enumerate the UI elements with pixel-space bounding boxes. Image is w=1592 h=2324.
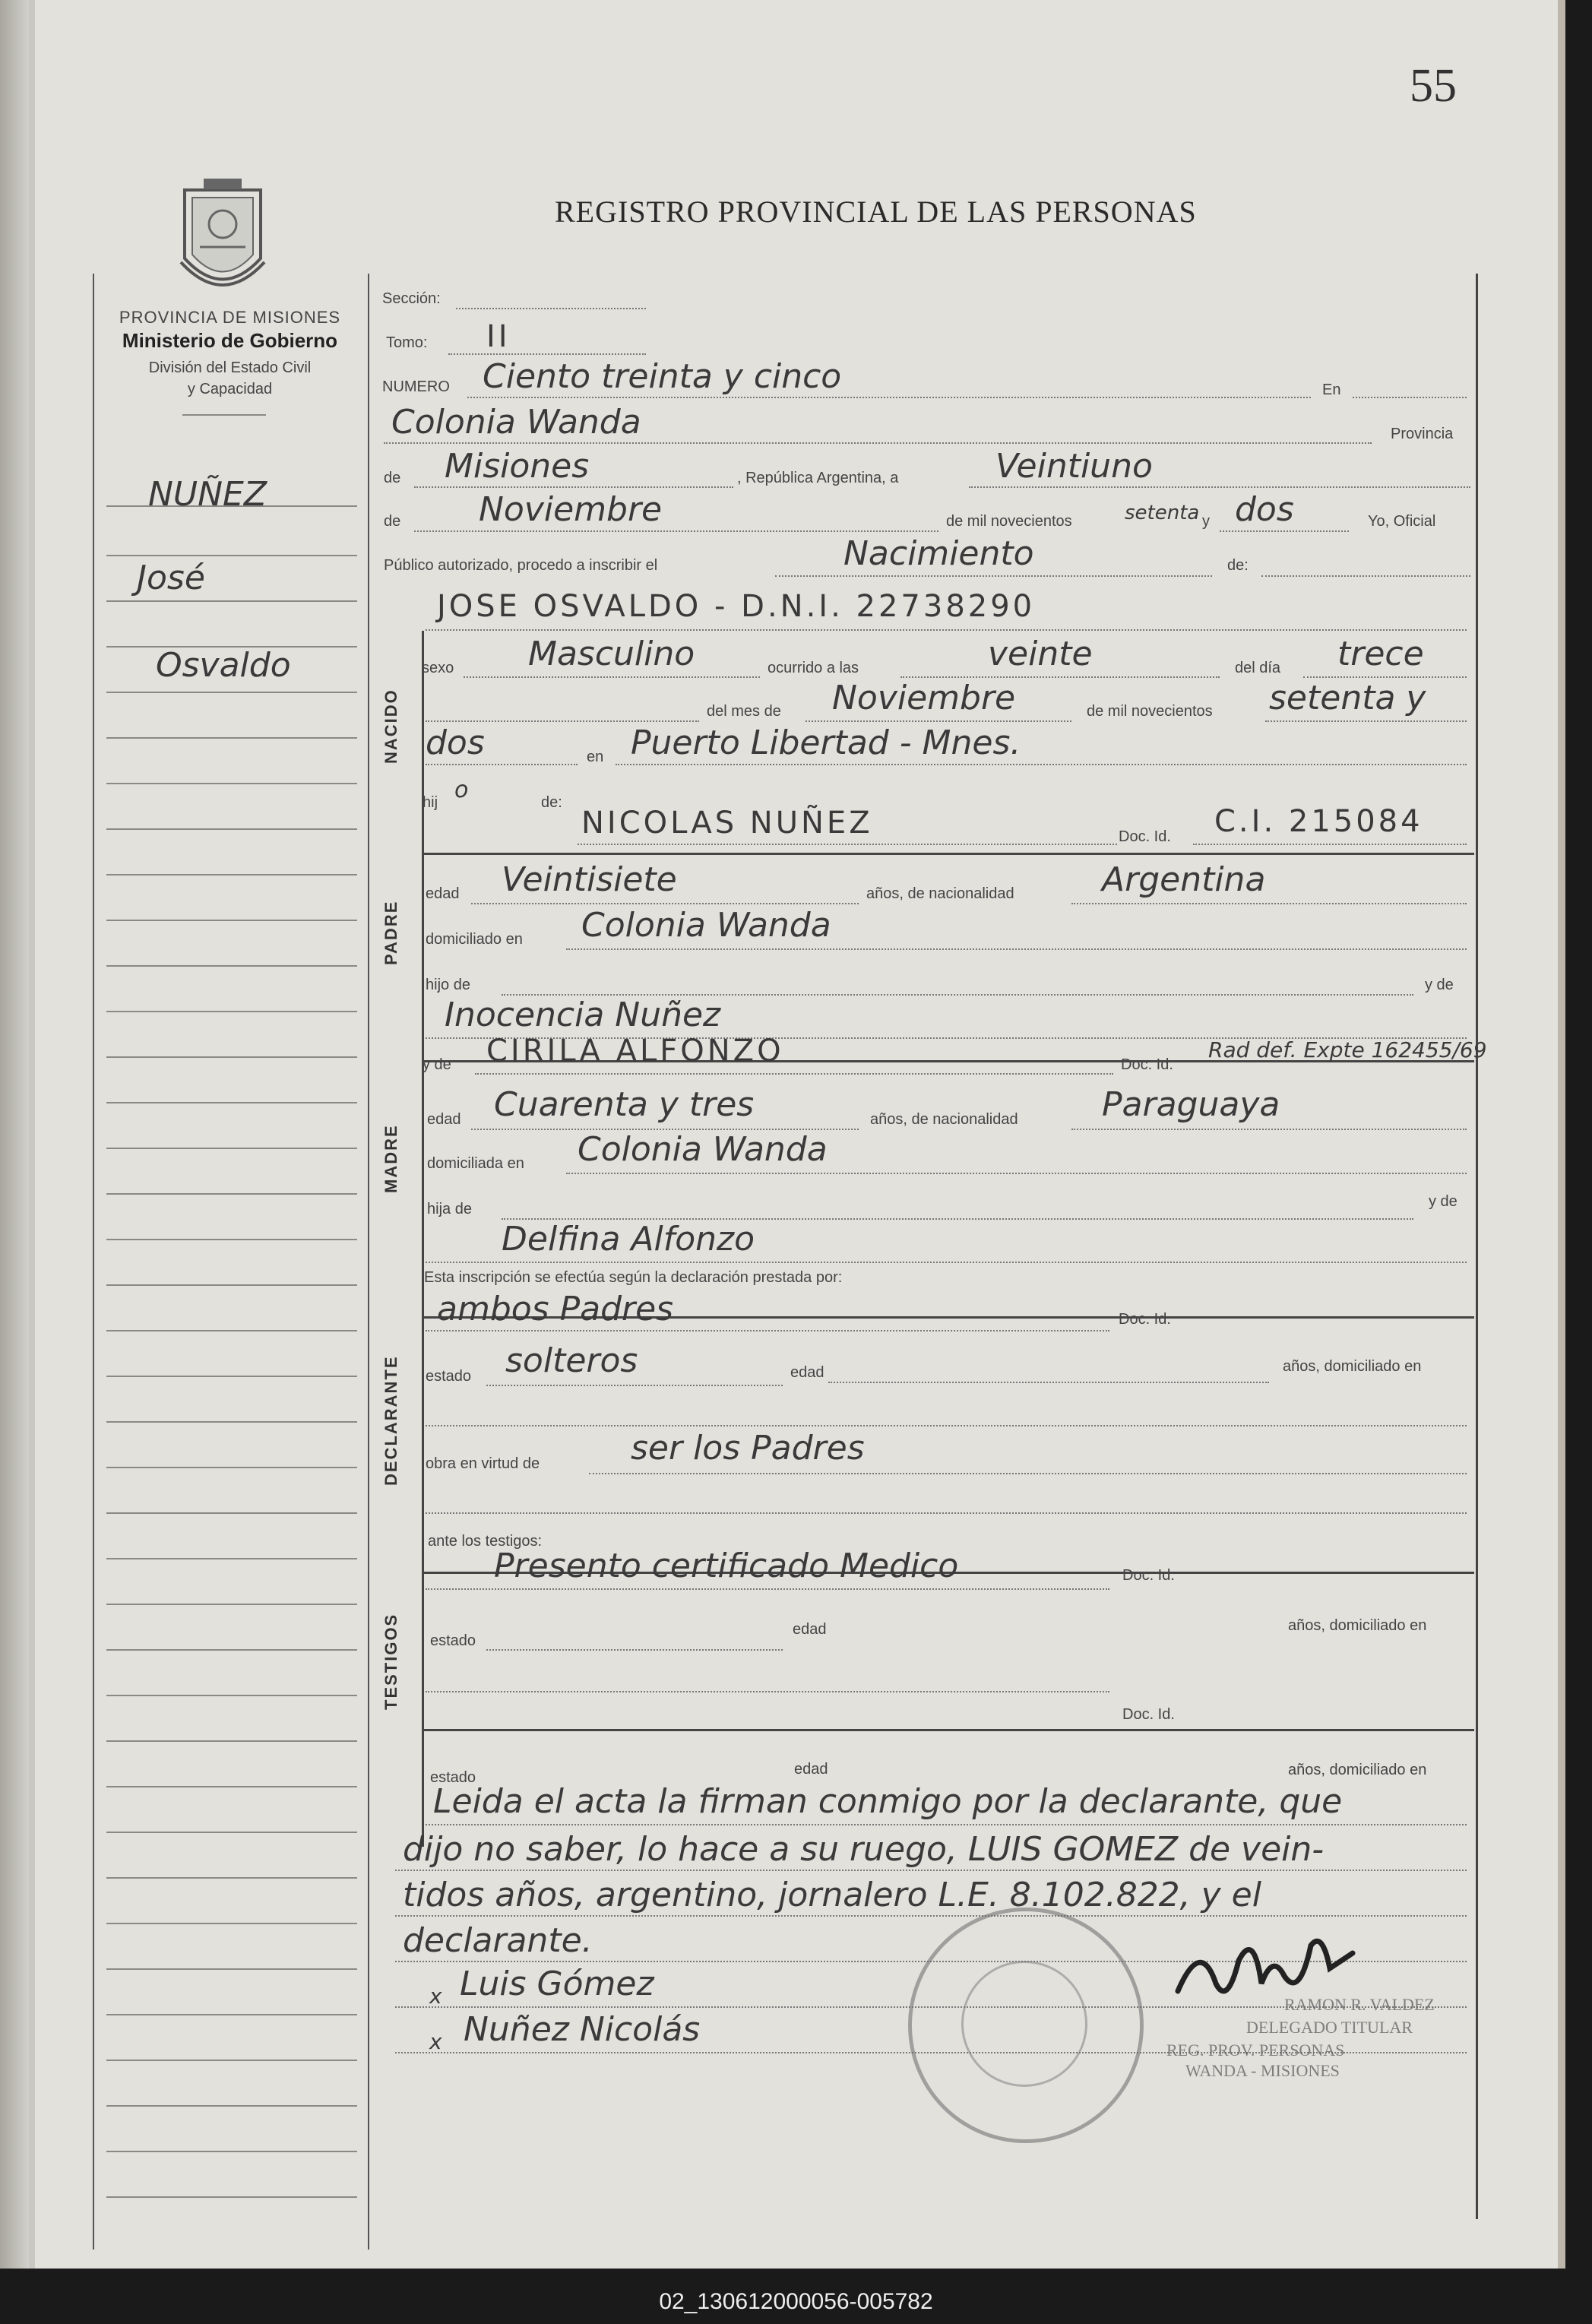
acto-field [775, 575, 1212, 577]
book-spine [29, 0, 35, 2269]
obra-field [589, 1473, 1467, 1474]
hij-label: hij [423, 794, 438, 811]
margin-surname: NUÑEZ [148, 475, 267, 514]
observacion-linea-4: declarante. [403, 1921, 593, 1960]
ministry-label: Ministerio de Gobierno [122, 329, 338, 352]
estado-label: estado [430, 1632, 476, 1649]
anos-domiciliado-label: años, domiciliado en [1288, 1617, 1427, 1634]
testigos-field [426, 1588, 1109, 1590]
de-mil-label: de mil novecientos [1087, 703, 1213, 720]
padre-dom-field [566, 948, 1467, 950]
doc-id-label: Doc. Id. [1122, 1567, 1175, 1584]
mes-field [414, 530, 938, 532]
dia-field [969, 486, 1470, 488]
father-signature: Nuñez Nicolás [464, 2010, 701, 2049]
section-divider [422, 853, 1474, 855]
seccion-label: Sección: [382, 290, 441, 307]
domicilio-field [426, 1691, 1109, 1692]
republica-label: , República Argentina, a [737, 470, 899, 486]
edad-label: edad [793, 1621, 827, 1638]
doc-id-label: Doc. Id. [1122, 1706, 1175, 1723]
hij-value: o [454, 777, 469, 803]
numero-label: NUMERO [382, 378, 450, 395]
edad-label: edad [790, 1364, 824, 1381]
obra-label: obra en virtud de [426, 1455, 540, 1472]
hijo-de-label: hijo de [426, 977, 470, 993]
observacion-linea-3: tidos años, argentino, jornalero L.E. 8.102.822, y el [403, 1876, 1261, 1914]
provincia-value: Misiones [445, 447, 590, 486]
nombre-value: JOSE OSVALDO - D.N.I. 22738290 [437, 589, 1036, 624]
anio-nac-value: setenta y [1269, 679, 1426, 717]
de-label: de [384, 470, 401, 486]
en-label: En [1322, 382, 1341, 398]
del-mes-label: del mes de [707, 703, 781, 720]
observacion-linea-1: Leida el acta la firman conmigo por la declarante, que [433, 1782, 1343, 1821]
lugar-field [384, 442, 1372, 444]
anos-domiciliado-label: años, domiciliado en [1288, 1762, 1427, 1778]
domiciliado-label: domiciliado en [426, 931, 523, 948]
witness-signature: Luis Gómez [460, 1965, 654, 2003]
sexo-label: sexo [422, 660, 454, 676]
edad-label: edad [794, 1761, 828, 1778]
del-dia-label: del día [1235, 660, 1281, 676]
section-label-declarante: DECLARANTE [381, 1355, 400, 1486]
stamp-line-1: RAMON R. VALDEZ [1284, 1995, 1435, 2014]
anos-domiciliado-label: años, domiciliado en [1283, 1358, 1422, 1375]
section-label-madre: MADRE [381, 1124, 400, 1193]
edad-label: edad [427, 1111, 461, 1128]
observacion-field [426, 1824, 1467, 1825]
de-colon-label: de: [1227, 557, 1249, 574]
madre-nac-field [1071, 1129, 1467, 1130]
y-de-label: y de [1425, 977, 1454, 993]
page-title: REGISTRO PROVINCIAL DE LAS PERSONAS [555, 195, 1197, 229]
y-label: y [1202, 513, 1210, 530]
doc-id-label: Doc. Id. [1119, 1311, 1171, 1328]
nacionalidad-label: años, de nacionalidad [870, 1111, 1018, 1128]
official-stamp-center [961, 1961, 1087, 2087]
dia-nac-value: trece [1337, 635, 1424, 673]
padre-nombre: NICOLAS NUÑEZ [581, 806, 873, 841]
abuela-materna: Delfina Alfonzo [502, 1220, 755, 1259]
doc-id-label: Doc. Id. [1121, 1056, 1173, 1073]
en-field [1353, 397, 1467, 398]
madre-domicilio: Colonia Wanda [578, 1130, 828, 1169]
domiciliada-label: domiciliada en [427, 1155, 524, 1172]
padre-edad: Veintisiete [502, 860, 677, 899]
margin-column [93, 274, 369, 2250]
observacion-linea-2: dijo no saber, lo hace a su ruego, LUIS GOMEZ de vein- [403, 1830, 1325, 1869]
provincia-label: Provincia [1391, 426, 1454, 442]
lugar-nac-field [616, 764, 1467, 765]
madre-nacionalidad: Paraguaya [1102, 1085, 1280, 1124]
province-label: PROVINCIA DE MISIONES [119, 308, 341, 327]
madre-edad: Cuarenta y tres [494, 1085, 755, 1124]
anio-nac-field [1265, 720, 1467, 722]
padre-field [578, 844, 1117, 845]
provincia-field [414, 486, 733, 488]
inscripcion-label: Esta inscripción se efectúa según la declaración prestada por: [424, 1269, 843, 1286]
signature-mark: x [429, 2029, 442, 2054]
seccion-field [456, 308, 646, 309]
en-label: en [587, 749, 604, 765]
document-id: 02_130612000056-005782 [659, 2289, 933, 2314]
testigos-label: ante los testigos: [428, 1533, 543, 1550]
sexo-value: Masculino [528, 635, 695, 673]
tomo-label: Tomo: [386, 334, 428, 351]
margin-first-name: José [137, 559, 205, 597]
section-divider [422, 1729, 1474, 1731]
mes-value: Noviembre [479, 490, 663, 529]
anio-nac-2-value: dos [426, 723, 485, 762]
anio-nac-2-field [426, 764, 578, 765]
dia-nac-field [1303, 676, 1467, 678]
division-label-2: y Capacidad [187, 381, 273, 397]
book-edge [0, 0, 30, 2269]
domicilio-field [426, 1425, 1467, 1426]
observacion-field [395, 1870, 1467, 1871]
estado-field [486, 1385, 783, 1386]
observacion-field [395, 1915, 1467, 1917]
tomo-value: II [486, 319, 511, 354]
publico-label: Público autorizado, procedo a inscribir el [384, 557, 658, 574]
section-label-nacido: NACIDO [381, 689, 400, 764]
stamp-line-3: REG. PROV. PERSONAS [1166, 2041, 1345, 2060]
declarante-estado: solteros [505, 1341, 638, 1380]
edad-label: edad [426, 885, 460, 902]
madre-doc: Rad def. Expte 162455/69 [1208, 1037, 1487, 1062]
edad-field [828, 1382, 1269, 1383]
signature-mark: x [429, 1984, 442, 2009]
tomo-field [448, 353, 646, 355]
hija-de-label: hija de [427, 1201, 472, 1217]
madre-field [475, 1073, 1113, 1075]
testigos-value: Presento certificado Medico [494, 1547, 959, 1585]
y-de-label: y de [423, 1056, 451, 1073]
sesenta-value: setenta [1125, 502, 1200, 524]
stamp-line-4: WANDA - MISIONES [1185, 2061, 1340, 2080]
padre-doc: C.I. 215084 [1214, 804, 1423, 839]
padre-domicilio: Colonia Wanda [581, 906, 831, 945]
divider [182, 414, 266, 416]
declarante-field [426, 1330, 1109, 1331]
ocurrido-label: ocurrido a las [768, 660, 859, 676]
hora-value: veinte [988, 635, 1093, 673]
de-label: de [384, 513, 401, 530]
hora-field [900, 676, 1220, 678]
madre-dom-field [566, 1173, 1467, 1174]
estado-label: estado [430, 1769, 476, 1786]
lugar-value: Colonia Wanda [391, 403, 641, 442]
dia-value: Veintiuno [995, 447, 1153, 486]
padre-nac-field [1071, 903, 1467, 904]
obra-value: ser los Padres [631, 1429, 865, 1468]
sexo-field [464, 676, 760, 678]
page-number: 55 [1410, 60, 1457, 112]
numero-field [467, 397, 1311, 398]
madre-nombre: CIRILA ALFONZO [486, 1034, 784, 1069]
lugar-nac-value: Puerto Libertad - Mnes. [631, 723, 1021, 762]
estado-label: estado [426, 1368, 472, 1385]
declarante-value: ambos Padres [437, 1290, 674, 1328]
mes-nac-value: Noviembre [832, 679, 1016, 717]
mes-nac-field [805, 720, 1071, 722]
estado-field [486, 1649, 783, 1651]
nacionalidad-label: años, de nacionalidad [866, 885, 1014, 902]
numero-value: Ciento treinta y cinco [483, 357, 842, 396]
section-label-testigos: TESTIGOS [381, 1613, 400, 1710]
doc-id-label: Doc. Id. [1119, 828, 1171, 845]
de-colon-field [1261, 575, 1470, 577]
margin-second-name: Osvaldo [156, 646, 291, 685]
anio-value: dos [1235, 490, 1294, 529]
anio-field [1220, 530, 1349, 532]
division-label: División del Estado Civil [148, 359, 312, 376]
y-de-label: y de [1429, 1193, 1457, 1210]
blank-field [426, 1512, 1467, 1514]
de-mil-label: de mil novecientos [946, 513, 1072, 530]
section-rail [422, 631, 424, 1847]
de-label: de: [541, 794, 562, 811]
acto-value: Nacimiento [843, 534, 1034, 573]
nombre-field [426, 629, 1467, 631]
abuela-paterna: Inocencia Nuñez [445, 996, 721, 1034]
padre-doc-field [1193, 844, 1467, 845]
yo-oficial-label: Yo, Oficial [1368, 513, 1436, 530]
section-label-padre: PADRE [381, 900, 400, 965]
stamp-line-2: DELEGADO TITULAR [1246, 2018, 1413, 2037]
padre-nacionalidad: Argentina [1102, 860, 1266, 899]
blank-field [426, 720, 699, 722]
padre-edad-field [471, 903, 859, 904]
abuela-materna-field [426, 1262, 1467, 1263]
